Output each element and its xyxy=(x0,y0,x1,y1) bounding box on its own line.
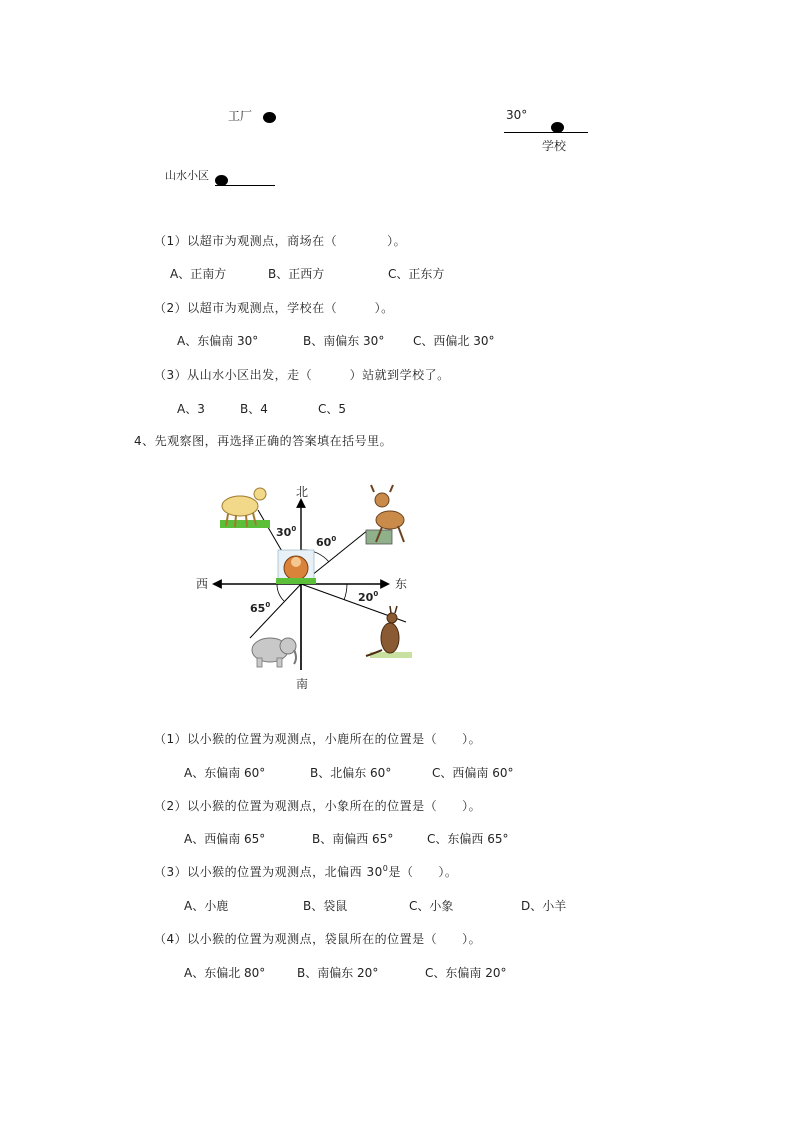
community-dot-icon xyxy=(215,175,228,186)
s4-q1-option-a[interactable]: A、东偏南 60° xyxy=(184,766,266,780)
monkey-icon xyxy=(276,550,316,584)
south-label: 南 xyxy=(296,677,309,691)
s3-question-1: （1）以超市为观测点，商场在（ ）。 xyxy=(154,234,407,248)
svg-text:600 xyxy=(316,535,336,549)
s4-q1-option-c[interactable]: C、西偏南 60° xyxy=(432,766,514,780)
west-label: 西 xyxy=(196,577,209,591)
svg-text:650 xyxy=(250,601,270,615)
svg-text:300 xyxy=(276,525,296,539)
kangaroo-icon xyxy=(366,606,412,658)
s3-q3-option-a[interactable]: A、3 xyxy=(177,402,205,416)
s3-q1-option-c[interactable]: C、正东方 xyxy=(388,267,445,281)
s4-question-1: （1）以小猴的位置为观测点，小鹿所在的位置是（ ）。 xyxy=(154,732,482,746)
angle-65-label: 65 xyxy=(250,602,266,615)
s4-q4-option-c[interactable]: C、东偏南 20° xyxy=(425,966,507,980)
s3-q2-option-a[interactable]: A、东偏南 30° xyxy=(177,334,259,348)
s4-q3-option-d[interactable]: D、小羊 xyxy=(521,899,567,913)
school-dot-icon xyxy=(551,122,564,133)
s3-question-3: （3）从山水小区出发，走（ ）站就到学校了。 xyxy=(154,368,450,382)
north-label: 北 xyxy=(296,485,309,499)
school-road-line xyxy=(504,132,588,133)
s3-q2-option-b[interactable]: B、南偏东 30° xyxy=(303,334,385,348)
s4-q4-option-b[interactable]: B、南偏东 20° xyxy=(297,966,379,980)
s3-q1-option-a[interactable]: A、正南方 xyxy=(170,267,227,281)
s4-title: 4、先观察图，再选择正确的答案填在括号里。 xyxy=(134,434,393,448)
compass-diagram xyxy=(190,470,430,700)
s3-q3-option-b[interactable]: B、4 xyxy=(240,402,268,416)
s4-q1-option-b[interactable]: B、北偏东 60° xyxy=(310,766,392,780)
s3-q3-option-c[interactable]: C、5 xyxy=(318,402,347,416)
s4-q3-option-a[interactable]: A、小鹿 xyxy=(184,899,229,913)
s3-q1-option-b[interactable]: B、正西方 xyxy=(268,267,325,281)
s4-q2-option-b[interactable]: B、南偏西 65° xyxy=(312,832,394,846)
community-label: 山水小区 xyxy=(165,169,209,182)
s4-q2-option-a[interactable]: A、西偏南 65° xyxy=(184,832,266,846)
s4-question-3 xyxy=(154,863,457,880)
s4-q3-text-before: （3）以小猴的位置为观测点，北偏西 30 xyxy=(154,865,383,879)
angle-20-label: 20 xyxy=(358,591,374,604)
angle-30-degree: 0 xyxy=(291,525,297,533)
s4-q2-option-c[interactable]: C、东偏西 65° xyxy=(427,832,509,846)
s4-question-2: （2）以小猴的位置为观测点，小象所在的位置是（ ）。 xyxy=(154,799,482,813)
angle-60-degree: 0 xyxy=(331,535,337,543)
deer-icon xyxy=(366,485,404,544)
s4-q3-option-c[interactable]: C、小象 xyxy=(409,899,454,913)
factory-label: 工厂 xyxy=(228,109,253,123)
east-label: 东 xyxy=(395,577,408,591)
s4-question-4: （4）以小猴的位置为观测点，袋鼠所在的位置是（ ）。 xyxy=(154,932,482,946)
s3-q2-option-c[interactable]: C、西偏北 30° xyxy=(413,334,495,348)
s3-question-2: （2）以超市为观测点，学校在（ ）。 xyxy=(154,301,394,315)
school-label: 学校 xyxy=(542,139,567,153)
svg-text:200 xyxy=(358,590,378,604)
elephant-icon xyxy=(252,638,296,667)
sheep-icon xyxy=(220,488,270,528)
s4-q3-text-after: 是（ ）。 xyxy=(388,865,458,879)
s4-q3-option-b[interactable]: B、袋鼠 xyxy=(303,899,348,913)
angle-65-degree: 0 xyxy=(265,601,271,609)
angle-label-30: 30° xyxy=(506,108,528,122)
angle-30-label: 30 xyxy=(276,526,292,539)
factory-dot-icon xyxy=(263,112,276,123)
s4-q3-degree: 0 xyxy=(382,864,389,873)
angle-60-label: 60 xyxy=(316,536,332,549)
angle-20-degree: 0 xyxy=(373,590,379,598)
s4-q4-option-a[interactable]: A、东偏北 80° xyxy=(184,966,266,980)
